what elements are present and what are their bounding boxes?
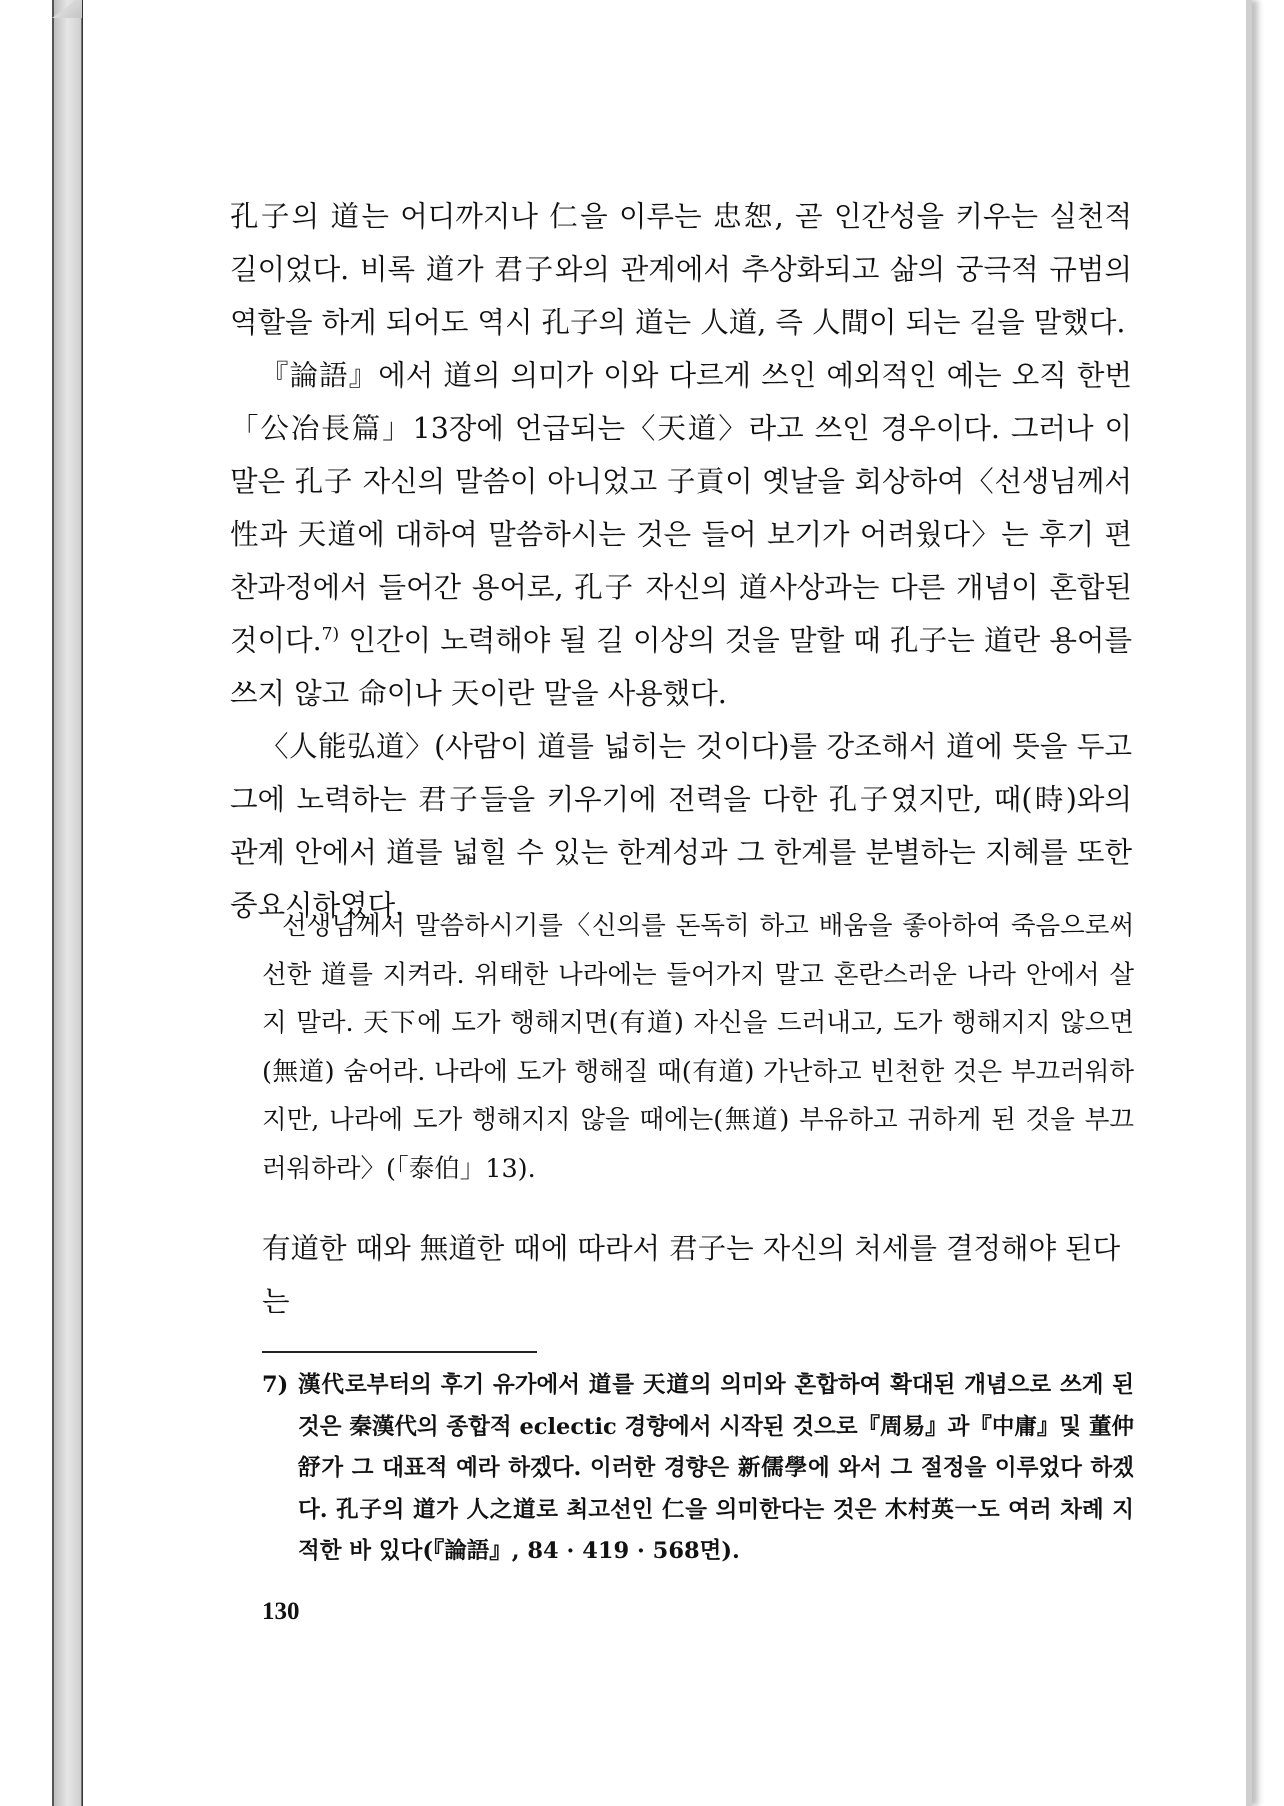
main-body-text	[230, 190, 1132, 932]
book-spine-edge	[52, 0, 82, 1806]
block-quote-text: 선생님께서 말씀하시기를〈신의를 돈독히 하고 배움을 좋아하여 죽음으로써 선한 道를 지켜라. 위태한 나라에는 들어가지 말고 혼란스러운 나라 안에서 살지 말라. 天下에 도가 행해지면(有道) 자신을 드러내고, 도가 행해지지 않으면(無道) 숨어라. 나라에 도가 행해질 때(有道) 가난하고 빈천한 것은 부끄러워하지만, 나라에 도가 행해지지 않을 때에는(無道) 부유하고 귀하게 된 것을 부끄러워하라〉(「泰伯」13).	[262, 911, 1134, 1184]
footnote-reference[interactable]: 7)	[321, 624, 340, 645]
paragraph-after-quote: 有道한 때와 無道한 때에 따라서 君子는 자신의 처세를 결정해야 된다는	[262, 1232, 1121, 1318]
footnote-divider	[262, 1351, 537, 1353]
paragraph-1: 孔子의 道는 어디까지나 仁을 이루는 忠恕, 곧 인간성을 키우는 실천적 길이었다. 비록 道가 君子와의 관계에서 추상화되고 삶의 궁극적 규범의 역할을 하게 되어도 역시 孔子의 道는 人道, 즉 人間이 되는 길을 말했다.	[230, 200, 1132, 339]
footnote-text: 漢代로부터의 후기 유가에서 道를 天道의 의미와 혼합하여 확대된 개념으로 쓰게 된 것은 秦漢代의 종합적 eclectic 경향에서 시작된 것으로『周易』과『中庸』및 董仲舒가 그 대표적 예라 하겠다. 이러한 경향은 新儒學에 와서 그 절정을 이루었다 하겠다. 孔子의 道가 人之道로 최고선인 仁을 의미한다는 것은 木村英一도 여러 차례 지적한 바 있다(『論語』, 84 · 419 · 568면).	[298, 1372, 1134, 1564]
paragraph-2-continued: 인간이 노력해야 될 길 이상의 것을 말할 때 孔子는 道란 용어를 쓰지 않고 命이나 天이란 말을 사용했다.	[230, 624, 1132, 710]
paragraph-3: 〈人能弘道〉(사람이 道를 넓히는 것이다)를 강조해서 道에 뜻을 두고 그에 노력하는 君子들을 키우기에 전력을 다한 孔子였지만, 때(時)와의 관계 안에서 道를 넓힐 수 있는 한계성과 그 한계를 분별하는 지혜를 또한 중요시하였다.	[230, 730, 1132, 922]
block-quote	[262, 902, 1134, 1193]
paragraph-2	[230, 349, 1132, 720]
paragraph-2-text: 『論語』에서 道의 의미가 이와 다르게 쓰인 예외적인 예는 오직 한번「公冶長篇」13장에 언급되는〈天道〉라고 쓰인 경우이다. 그러나 이 말은 孔子 자신의 말씀이 아니었고 子貢이 옛날을 회상하여〈선생님께서 性과 天道에 대하여 말씀하시는 것은 들어 보기가 어려웠다〉는 후기 편찬과정에서 들어간 용어로, 孔子 자신의 道사상과는 다른 개념이 혼합된 것이다.	[230, 359, 1132, 657]
footnote-number: 7)	[262, 1372, 289, 1398]
footnote	[262, 1365, 1134, 1573]
page-number: 130	[262, 1598, 300, 1625]
body-after-quote	[262, 1222, 1134, 1328]
